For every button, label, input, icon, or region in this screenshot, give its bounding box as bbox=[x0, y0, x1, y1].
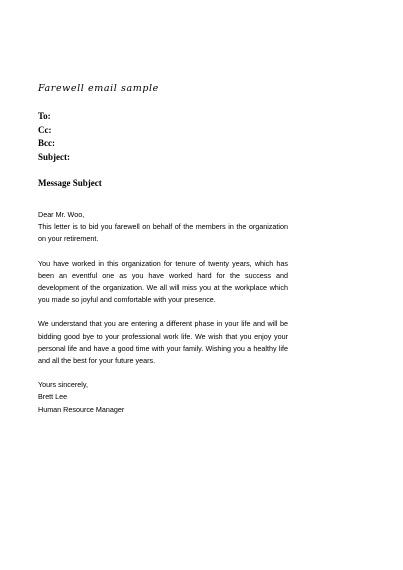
letter-body bbox=[38, 209, 288, 416]
signer-name: Brett Lee bbox=[38, 392, 68, 402]
paragraph-line: you made so joyful and comfortable with your presence. bbox=[38, 295, 216, 305]
paragraph-line: and all the best for your future years. bbox=[38, 356, 156, 366]
message-subject-heading: Message Subject bbox=[38, 178, 102, 188]
email-header-fields bbox=[38, 110, 238, 164]
to-field-label: To: bbox=[38, 111, 51, 121]
cc-field-label: Cc: bbox=[38, 124, 52, 135]
paragraph-line: been an eventful one as you have worked hard for the success and bbox=[38, 270, 288, 280]
paragraph-line: We understand that you are entering a different phase in your life and will be bbox=[38, 319, 288, 329]
paragraph-3 bbox=[38, 318, 288, 367]
bcc-field-label: Bcc: bbox=[38, 138, 55, 148]
paragraph-1 bbox=[38, 221, 288, 245]
paragraph-spacer bbox=[38, 246, 288, 258]
paragraph-spacer bbox=[38, 367, 288, 379]
paragraph-line: development of the organization. We all will miss you at the workplace which bbox=[38, 283, 288, 293]
paragraph-2 bbox=[38, 258, 288, 307]
paragraph-line: This letter is to bid you farewell on behalf of the members in the organization bbox=[38, 222, 288, 232]
signer-title: Human Resource Manager bbox=[38, 404, 125, 414]
closing: Yours sincerely, bbox=[38, 380, 88, 390]
paragraph-spacer bbox=[38, 306, 288, 318]
greeting: Dear Mr. Woo, bbox=[38, 210, 85, 219]
subject-field-label: Subject: bbox=[38, 151, 70, 162]
paragraph-line: bidding good bye to your professional work life. We wish that you enjoy your bbox=[38, 331, 288, 341]
paragraph-line: personal life and have a good time with your family. Wishing you a healthy life bbox=[38, 343, 288, 353]
paragraph-line: on your retirement. bbox=[38, 234, 99, 244]
document-title: Farewell email sample bbox=[38, 83, 159, 94]
paragraph-line: You have worked in this organization for tenure of twenty years, which has bbox=[38, 258, 288, 268]
